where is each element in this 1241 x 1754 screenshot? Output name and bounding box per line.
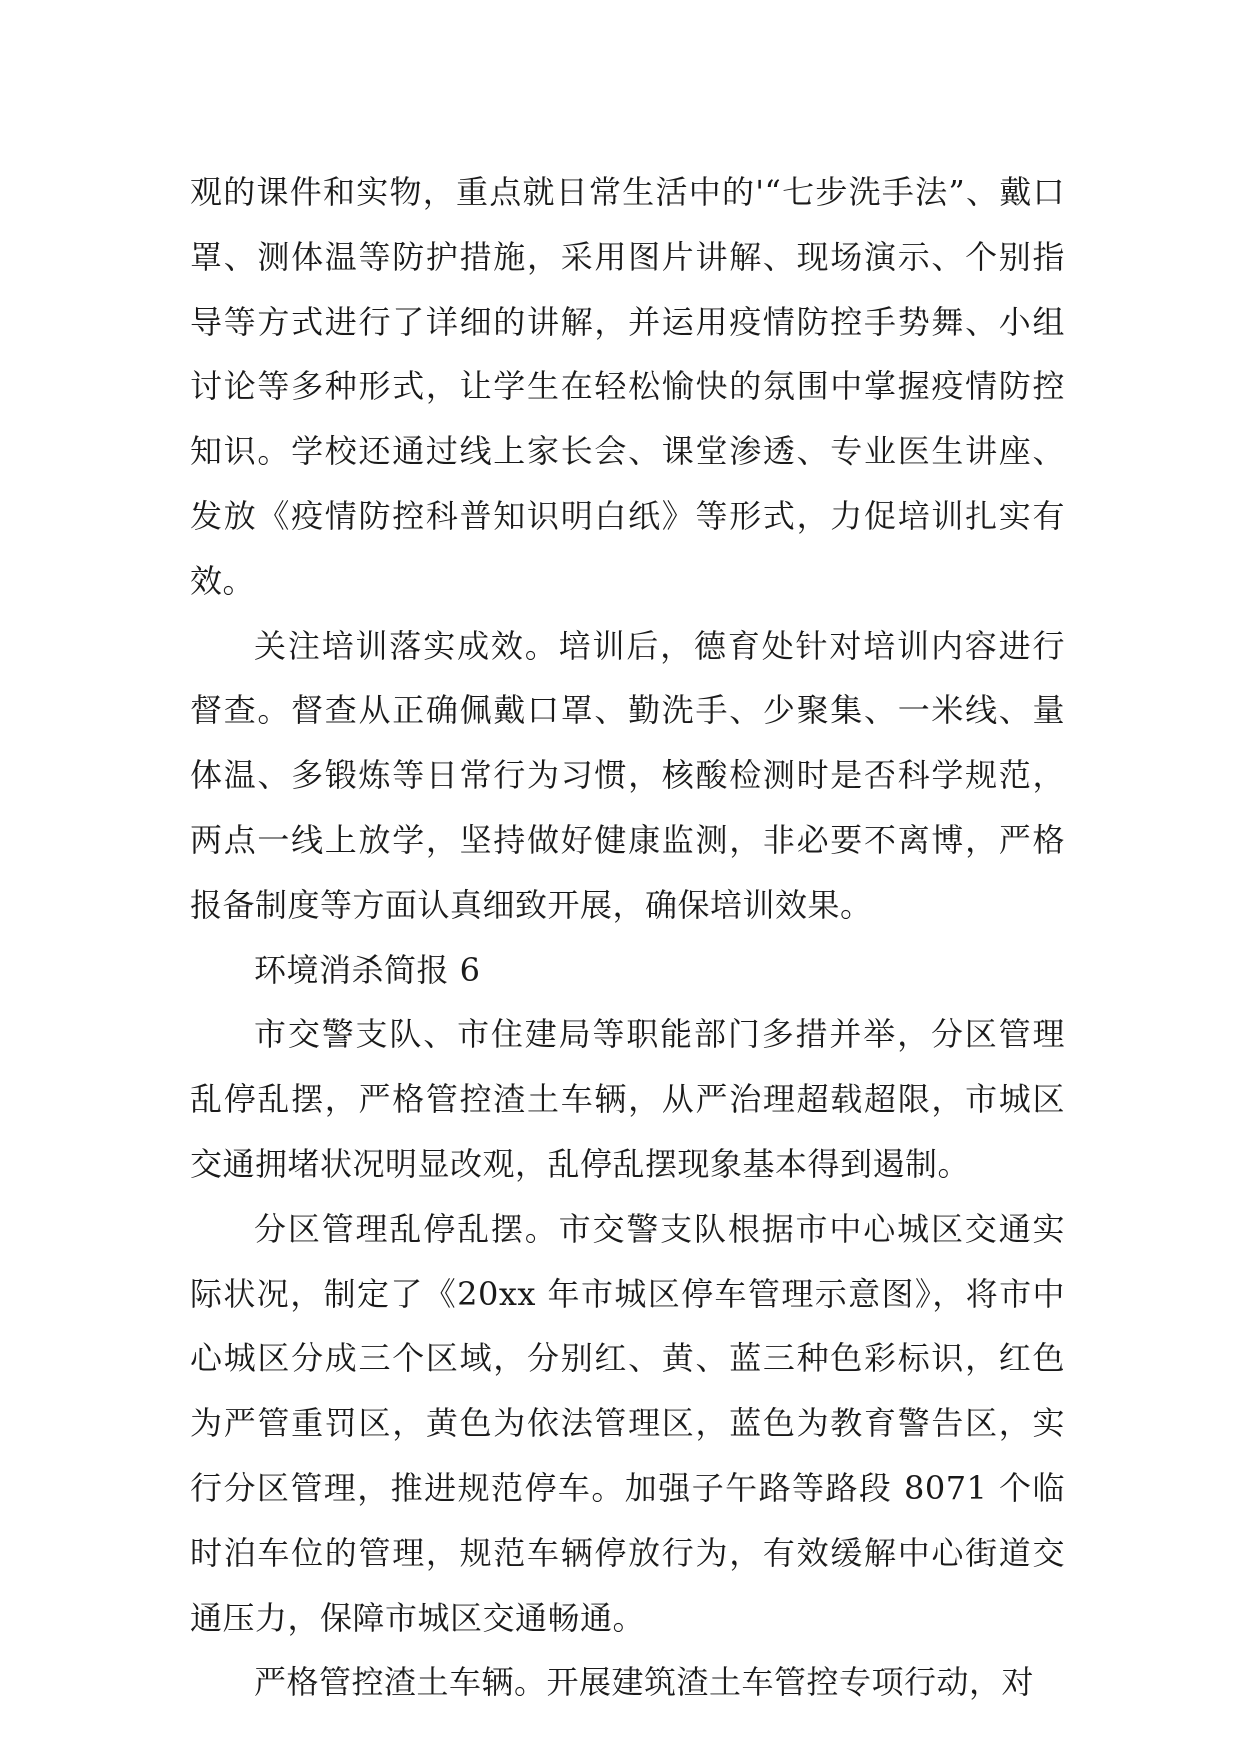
section-title: 环境消杀简报 6: [254, 950, 481, 989]
document-body: [190, 160, 1065, 1715]
paragraph-training-effect: 关注培训落实成效。培训后，德育处针对培训内容进行督查。督查从正确佩戴口罩、勤洗手、少聚集、一米线、量体温、多锻炼等日常行为习惯，核酸检测时是否科学规范，两点一线上放学，坚持做好健康监测，非必要不离博，严格报备制度等方面认真细致开展，确保培训效果。: [190, 626, 1065, 924]
paragraph-intro: 市交警支队、市住建局等职能部门多措并举，分区管理乱停乱摆，严格管控渣土车辆，从严治理超载超限，市城区交通拥堵状况明显改观，乱停乱摆现象基本得到遏制。: [190, 1015, 1065, 1183]
paragraph-continued: 观的课件和实物，重点就日常生活中的'“七步洗手法”、戴口罩、测体温等防护措施，采用图片讲解、现场演示、个别指导等方式进行了详细的讲解，并运用疫情防控手势舞、小组讨论等多种形式，让学生在轻松愉快的氛围中掌握疫情防控知识。学校还通过线上家长会、课堂渗透、专业医生讲座、发放《疫情防控科普知识明白纸》等形式，力促培训扎实有效。: [190, 173, 1065, 600]
paragraph-truck-control: 严格管控渣土车辆。开展建筑渣土车管控专项行动，对: [254, 1663, 1035, 1702]
paragraph-zone-management: 分区管理乱停乱摆。市交警支队根据市中心城区交通实际状况，制定了《20xx 年市城区停车管理示意图》，将市中心城区分成三个区域，分别红、黄、蓝三种色彩标识，红色为严管重罚区，黄色为依法管理区，蓝色为教育警告区，实行分区管理，推进规范停车。加强子午路等路段 8071 个临时泊车位的管理，规范车辆停放行为，有效缓解中心街道交通压力，保障市城区交通畅通。: [190, 1209, 1065, 1637]
